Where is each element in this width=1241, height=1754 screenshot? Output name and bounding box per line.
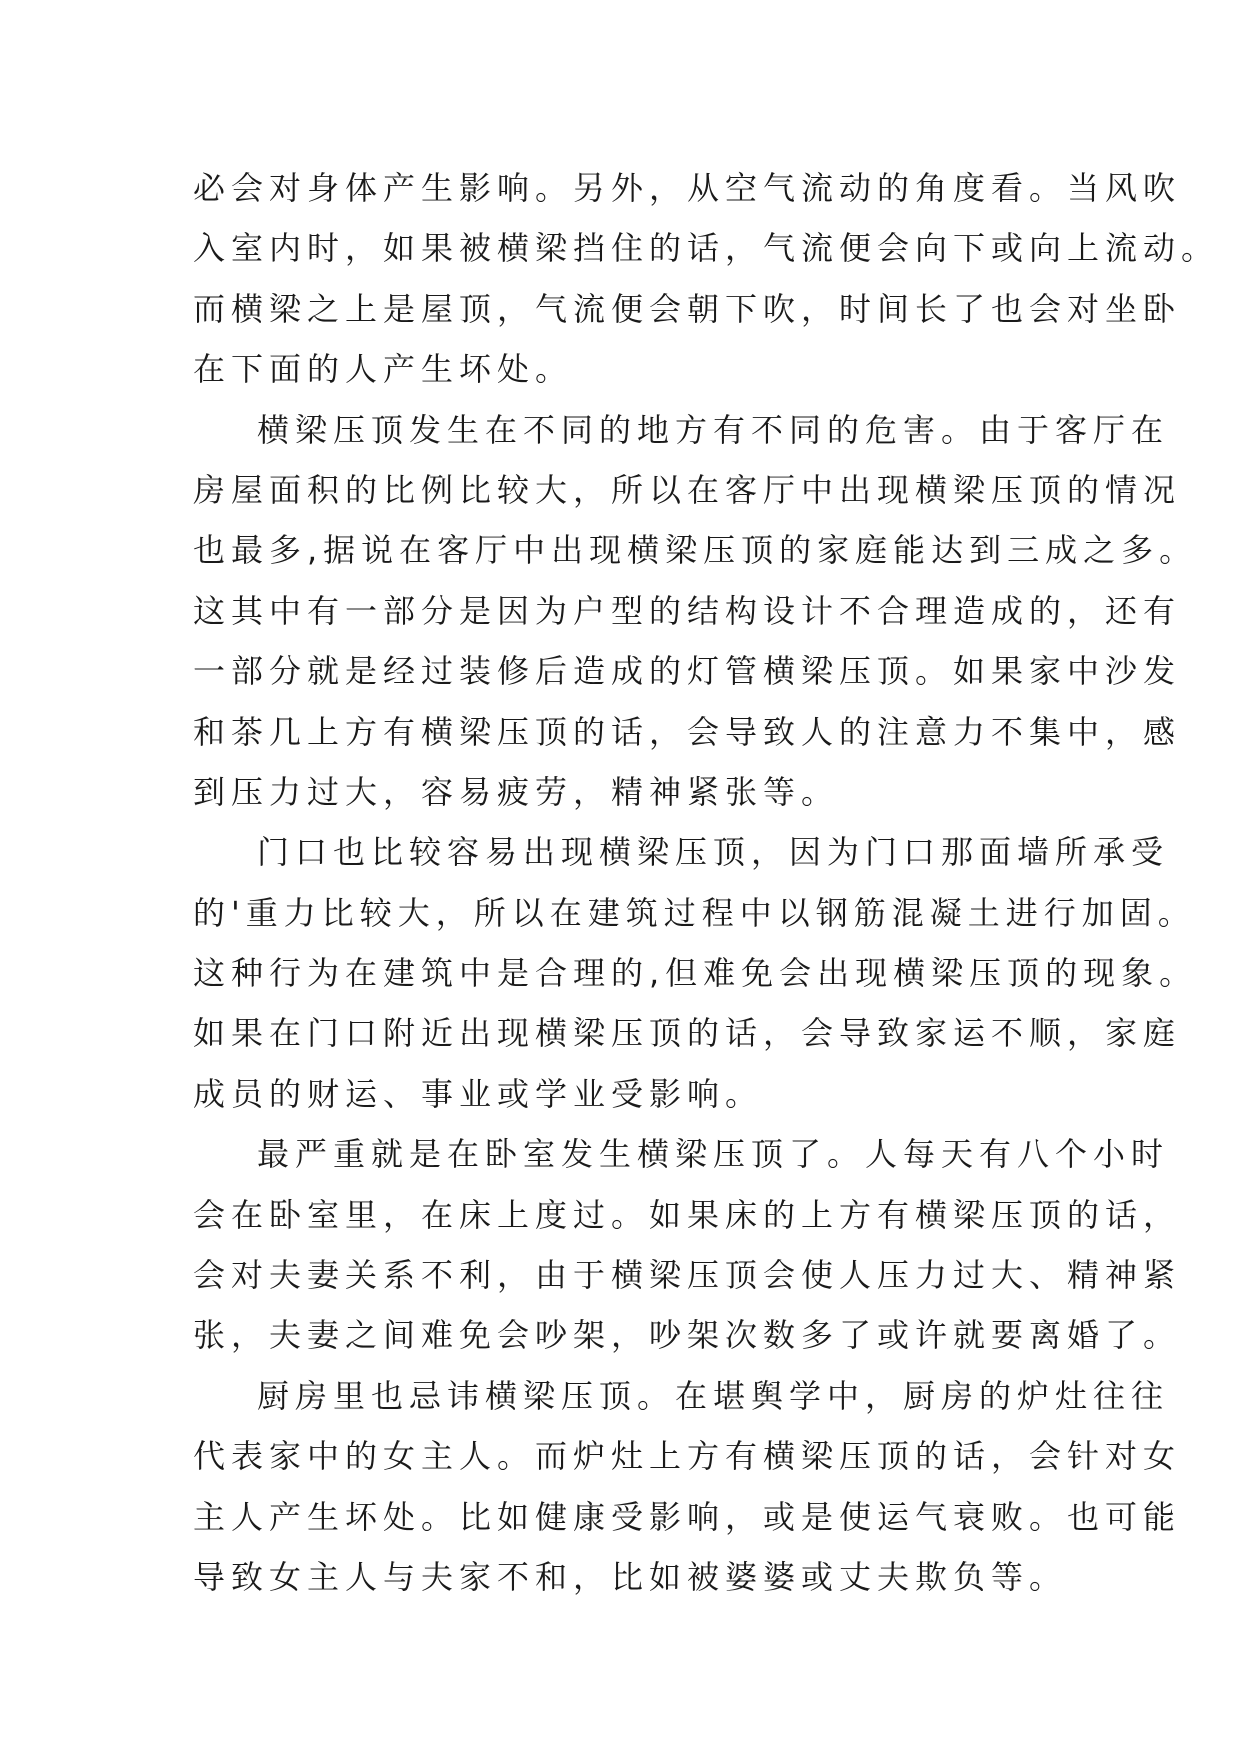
text-line: 会在卧室里，在床上度过。如果床的上方有横梁压顶的话， <box>193 1195 1182 1234</box>
text-line: 的'重力比较大，所以在建筑过程中以钢筋混凝土进行加固。 <box>193 893 1196 932</box>
text-line: 如果在门口附近出现横梁压顶的话，会导致家运不顺，家庭 <box>193 1014 1182 1053</box>
text-line: 最严重就是在卧室发生横梁压顶了。人每天有八个小时 <box>257 1135 1170 1174</box>
text-line: 代表家中的女主人。而炉灶上方有横梁压顶的话，会针对女 <box>193 1437 1182 1476</box>
text-line: 这种行为在建筑中是合理的,但难免会出现横梁压顶的现象。 <box>193 954 1198 993</box>
text-line: 厨房里也忌讳横梁压顶。在堪舆学中，厨房的炉灶往往 <box>257 1376 1170 1415</box>
text-line: 一部分就是经过装修后造成的灯管横梁压顶。如果家中沙发 <box>193 652 1182 691</box>
text-line: 而横梁之上是屋顶，气流便会朝下吹，时间长了也会对坐卧 <box>193 289 1182 328</box>
text-line: 必会对身体产生影响。另外，从空气流动的角度看。当风吹 <box>193 169 1182 207</box>
text-line: 门口也比较容易出现横梁压顶，因为门口那面墙所承受 <box>257 833 1170 872</box>
paragraph <box>193 400 1198 823</box>
paragraph <box>193 1366 1182 1608</box>
text-line: 也最多,据说在客厅中出现横梁压顶的家庭能达到三成之多。 <box>193 531 1198 570</box>
paragraph <box>193 1124 1182 1366</box>
text-line: 到压力过大，容易疲劳，精神紧张等。 <box>193 772 840 811</box>
text-line: 在下面的人产生坏处。 <box>193 350 574 389</box>
text-line: 主人产生坏处。比如健康受影响，或是使运气衰败。也可能 <box>193 1497 1182 1536</box>
text-line: 这其中有一部分是因为户型的结构设计不合理造成的，还有 <box>193 591 1182 630</box>
text-line: 成员的财运、事业或学业受影响。 <box>193 1074 764 1113</box>
text-line: 张，夫妻之间难免会吵架，吵架次数多了或许就要离婚了。 <box>193 1316 1182 1355</box>
text-line: 和茶几上方有横梁压顶的话，会导致人的注意力不集中，感 <box>193 712 1182 751</box>
text-line: 横梁压顶发生在不同的地方有不同的危害。由于客厅在 <box>257 410 1170 449</box>
paragraph <box>193 822 1198 1124</box>
document-body <box>193 158 1220 1607</box>
text-line: 入室内时，如果被横梁挡住的话，气流便会向下或向上流动。 <box>193 229 1220 268</box>
paragraph <box>193 158 1220 400</box>
text-line: 导致女主人与夫家不和，比如被婆婆或丈夫欺负等。 <box>193 1557 1068 1596</box>
text-line: 会对夫妻关系不利，由于横梁压顶会使人压力过大、精神紧 <box>193 1256 1182 1295</box>
text-line: 房屋面积的比例比较大，所以在客厅中出现横梁压顶的情况 <box>193 470 1182 509</box>
